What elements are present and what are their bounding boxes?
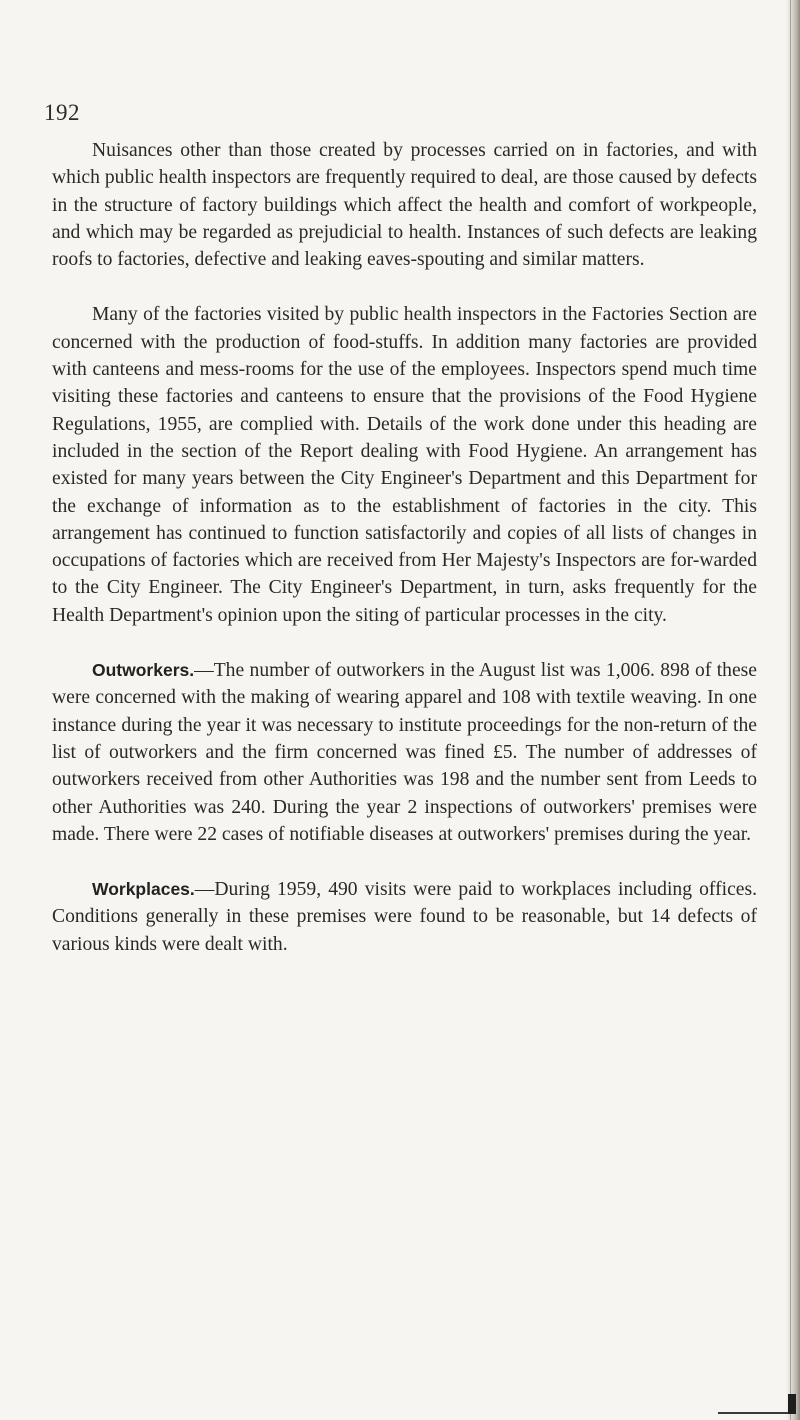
section-heading-workplaces: Workplaces. [92, 879, 195, 900]
paragraph-outworkers [52, 657, 757, 848]
section-heading-outworkers: Outworkers. [92, 660, 195, 681]
paragraph-nuisances [52, 137, 757, 273]
scan-corner-mark [788, 1394, 796, 1414]
paragraph-text: Nuisances other than those created by processes carried on in factories, and with which public health inspectors are frequently required to deal, are those caused by defects in the structure of factory buildings which affect the health and comfort of workpeople, and which may be regarded as prejudicial to health. Instances of such defects are leaking roofs to factories, defective and leaking eaves-spouting and similar matters. [52, 140, 757, 271]
body-text [52, 137, 757, 986]
page-edge-line [790, 0, 791, 1420]
paragraph-text: Many of the factories visited by public health inspectors in the Factories Section are concerned with the production of food-stuffs. In addition many factories are provided with canteens and mess-rooms for the use of the employees. Inspectors spend much time visiting these factories and canteens to ensure that the provisions of the Food Hygiene Regulations, 1955, are complied with. Details of the work done under this heading are included in the section of the Report dealing with Food Hygiene. An arrangement has existed for many years between the City Engineer's Department and this Department for the exchange of information as to the establishment of factories in the city. This arrangement has continued to function satisfactorily and copies of all lists of changes in occupations of factories which are received from Her Majesty's Inspectors are for-warded to the City Engineer. The City Engineer's Department, in turn, asks frequently for the Health Department's opinion upon the siting of particular processes in the city. [52, 304, 757, 626]
page-number: 192 [44, 100, 80, 125]
paragraph-workplaces [52, 876, 757, 958]
paragraph-text: —The number of outworkers in the August list was 1,006. 898 of these were concerned with the making of wearing apparel and 108 with textile weaving. In one instance during the year it was necessary to institute proceedings for the non-return of the list of outworkers and the firm concerned was fined £5. The number of addresses of outworkers received from other Authorities was 198 and the number sent from Leeds to other Authorities was 240. During the year 2 inspections of outworkers' premises were made. There were 22 cases of notifiable diseases at outworkers' premises during the year. [52, 660, 757, 845]
paragraph-food-factories [52, 301, 757, 629]
scan-bottom-line [718, 1412, 794, 1414]
page-edge-shadow [786, 0, 800, 1420]
paragraph-text: —During 1959, 490 visits were paid to workplaces including offices. Conditions generally in these premises were found to be reasonable, but 14 defects of various kinds were dealt with. [52, 879, 757, 955]
